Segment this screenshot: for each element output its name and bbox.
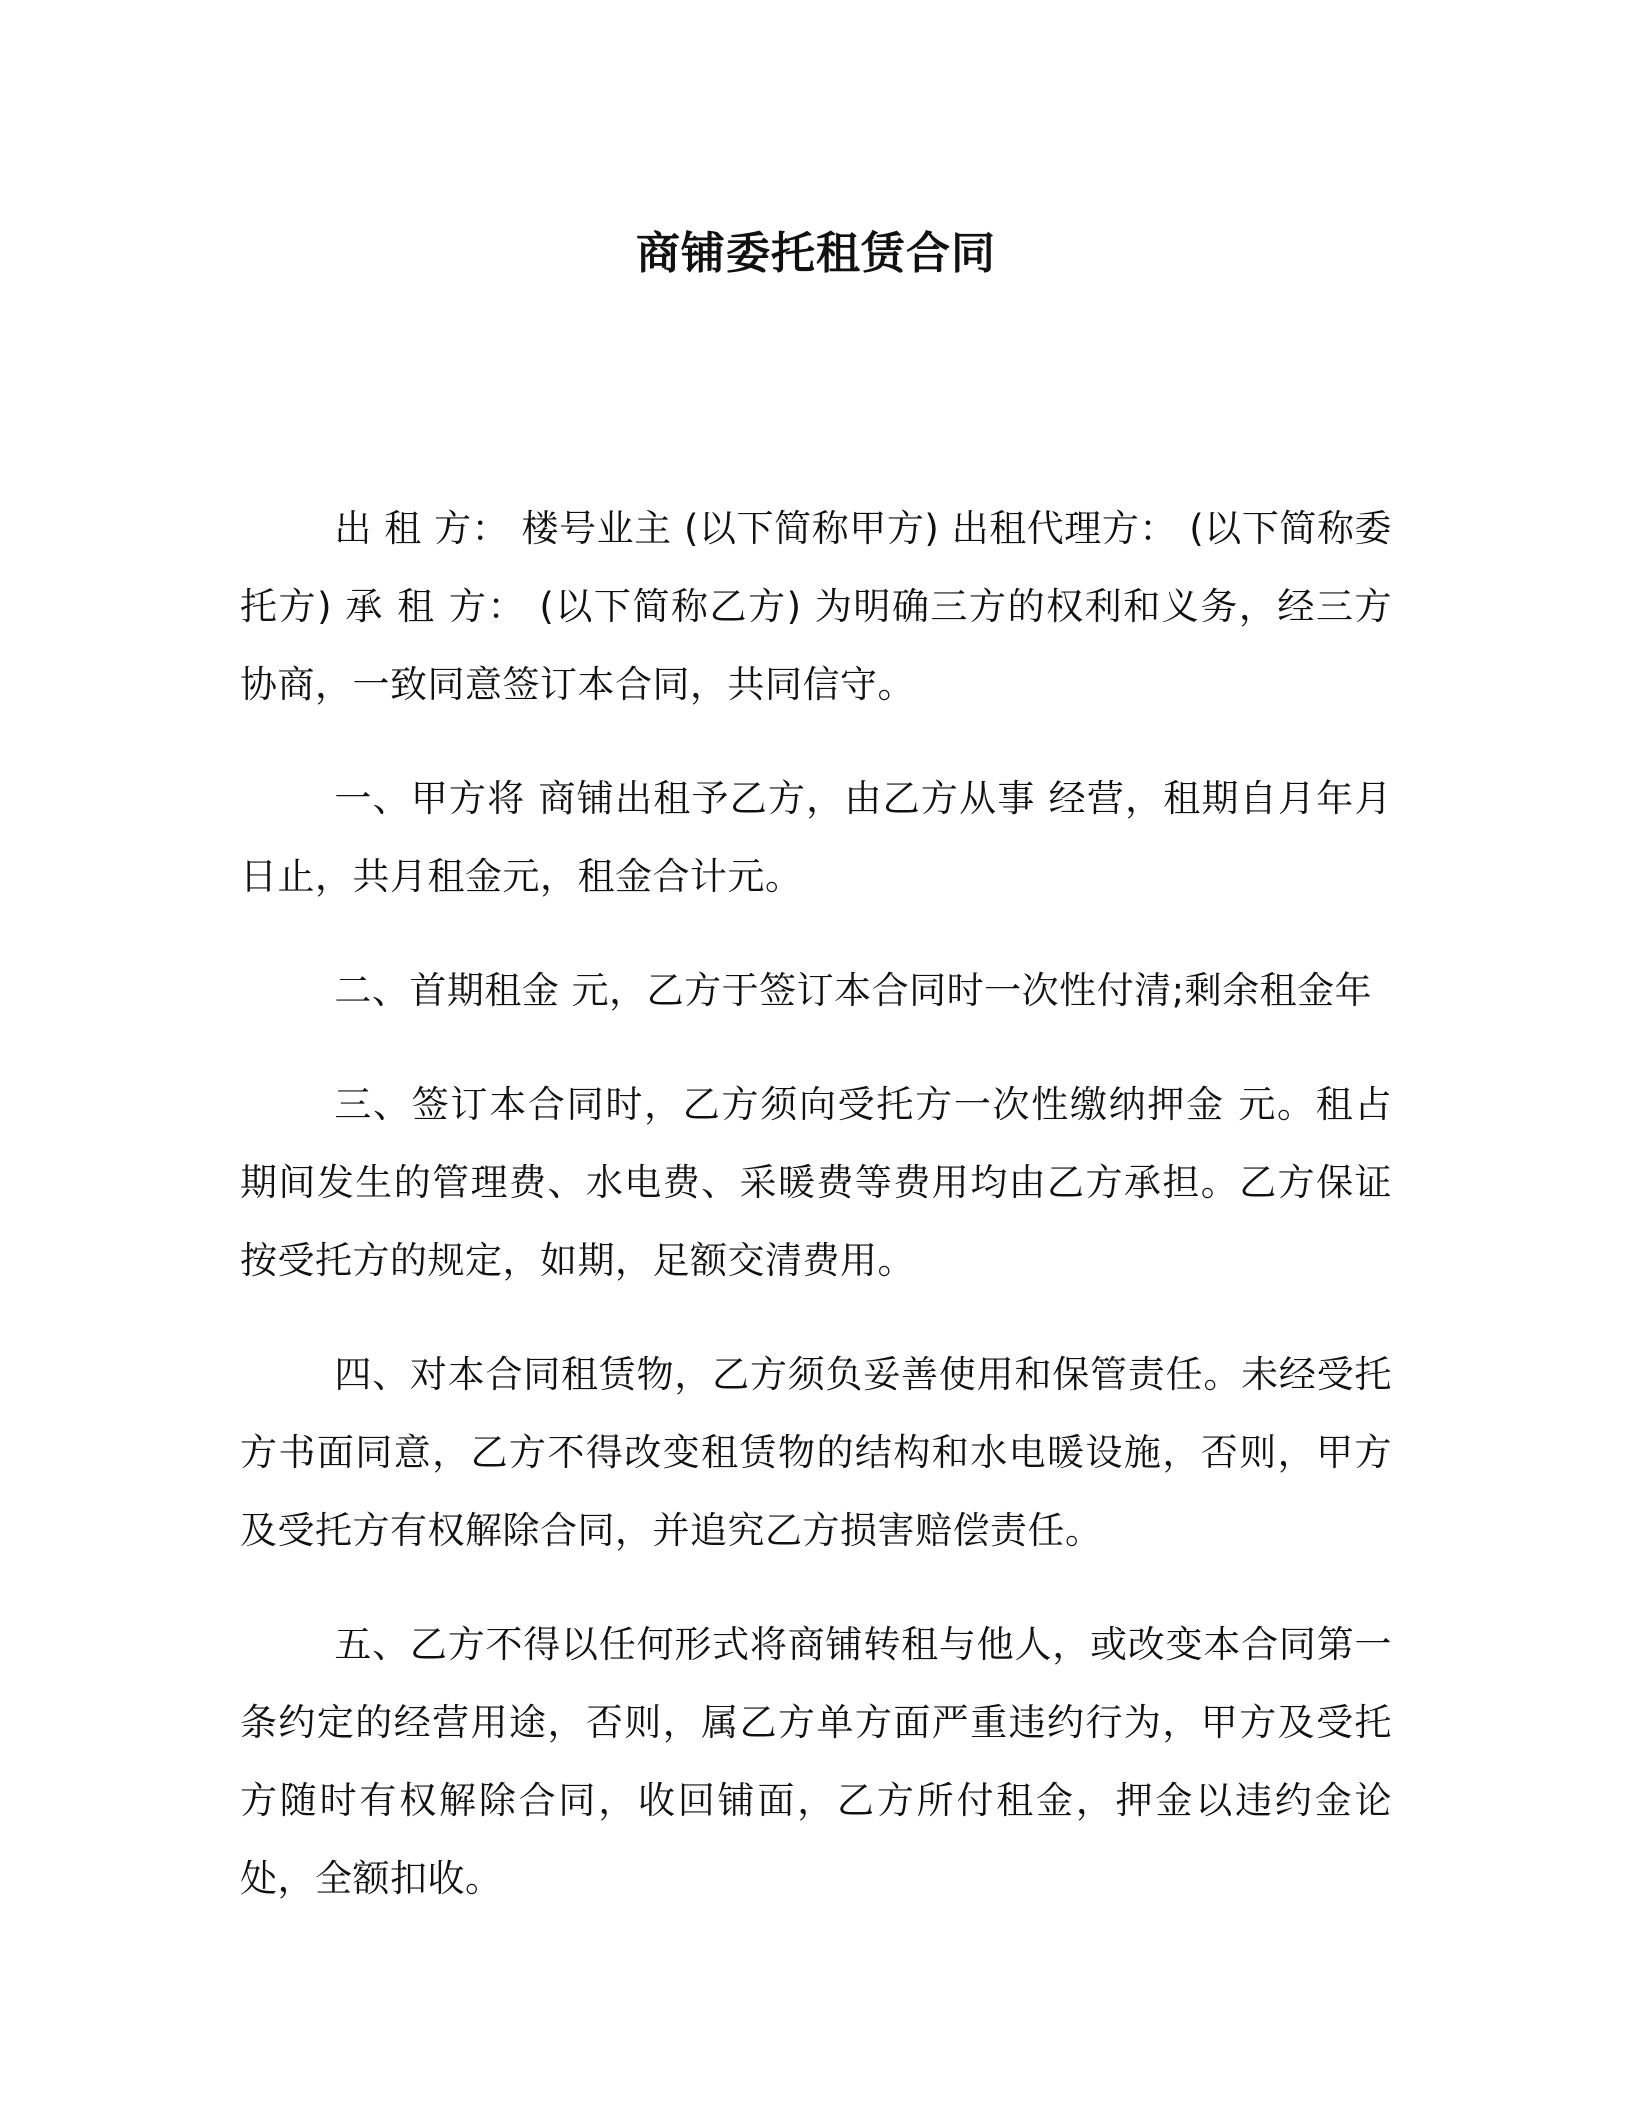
document-title: 商铺委托租赁合同	[636, 228, 996, 279]
paragraph-clause-5: 五、乙方不得以任何形式将商铺转租与他人，或改变本合同第一条约定的经营用途，否则，属乙方单方面严重违约行为，甲方及受托方随时有权解除合同，收回铺面，乙方所付租金，押金以违约金论处，全额扣收。	[240, 1623, 1392, 1900]
paragraph-parties: 出 租 方： 楼号业主 (以下简称甲方) 出租代理方： (以下简称委托方) 承 租 方： (以下简称乙方) 为明确三方的权利和义务，经三方协商，一致同意签订本合同，共同信守。	[240, 507, 1392, 706]
document-body	[240, 490, 1392, 1954]
paragraph-clause-4: 四、对本合同租赁物，乙方须负妥善使用和保管责任。未经受托方书面同意，乙方不得改变租赁物的结构和水电暖设施，否则，甲方及受托方有权解除合同，并追究乙方损害赔偿责任。	[240, 1353, 1392, 1552]
paragraph-clause-3: 三、签订本合同时，乙方须向受托方一次性缴纳押金 元。租占期间发生的管理费、水电费、采暖费等费用均由乙方承担。乙方保证按受托方的规定，如期，足额交清费用。	[240, 1083, 1392, 1282]
paragraph-clause-1: 一、甲方将 商铺出租予乙方，由乙方从事 经营，租期自月年月日止，共月租金元，租金合计元。	[240, 777, 1392, 898]
paragraph-clause-2: 二、首期租金 元，乙方于签订本合同时一次性付清;剩余租金年	[334, 969, 1373, 1012]
